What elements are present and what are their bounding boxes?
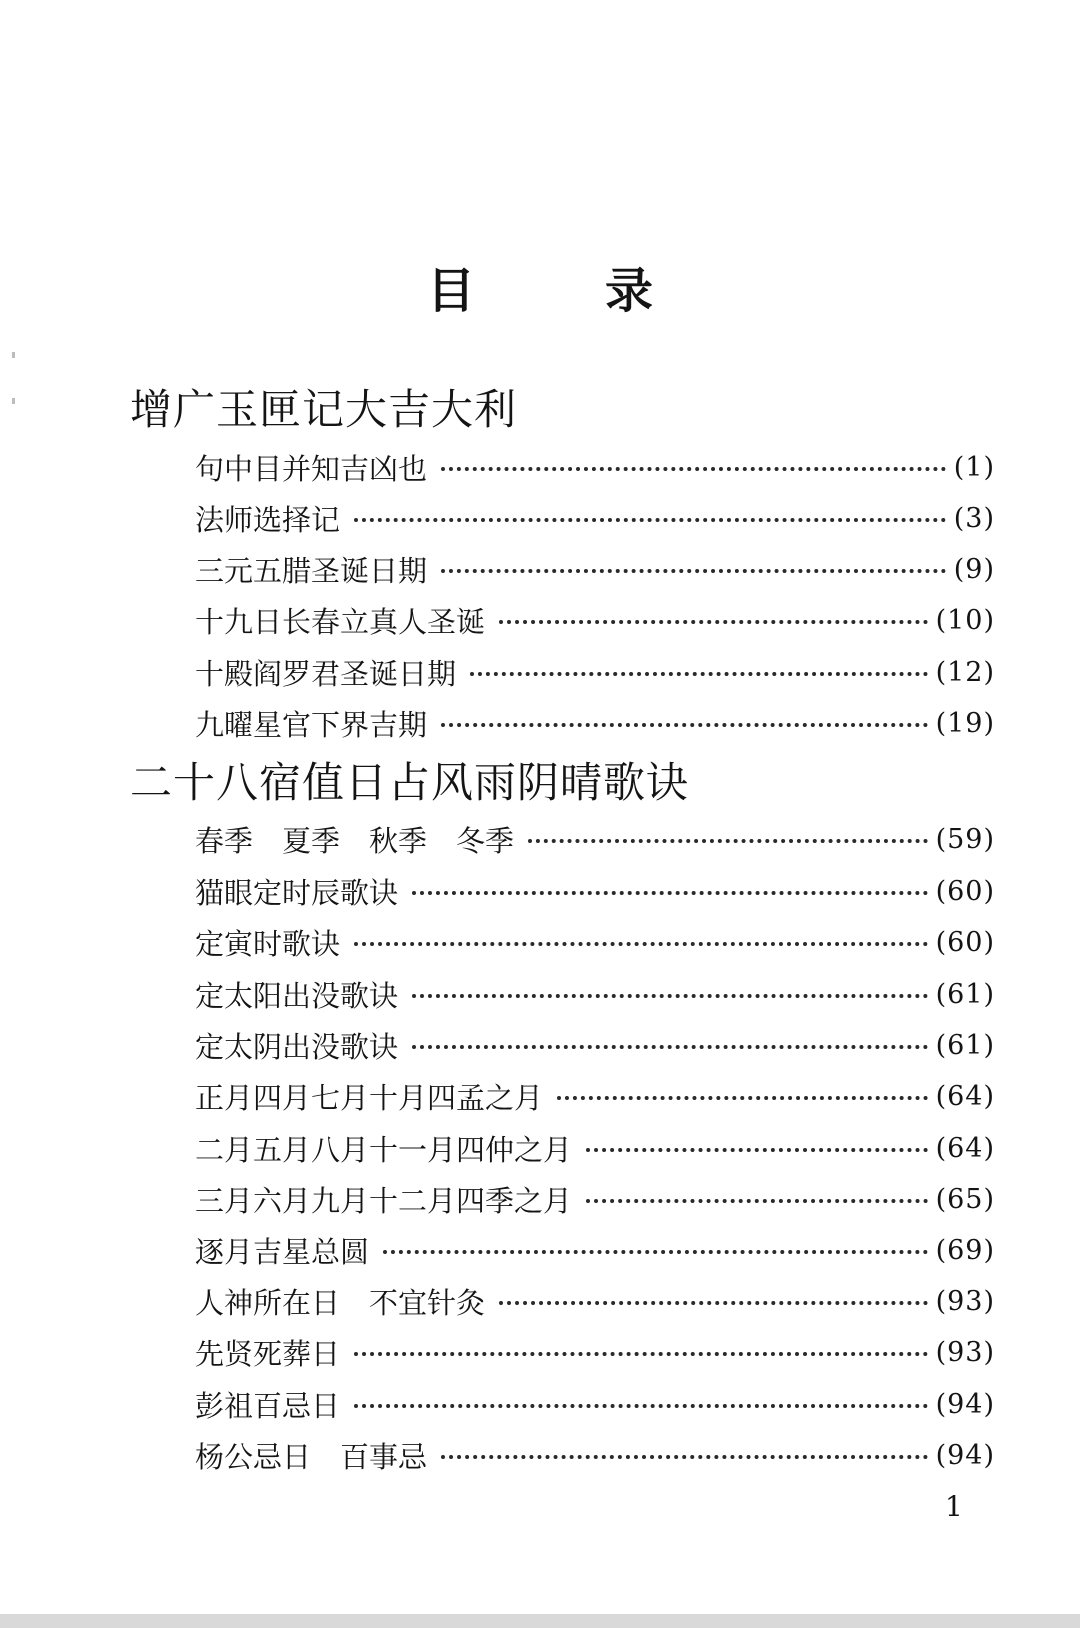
toc-entry-page: (60) [935,926,995,958]
toc-entry[interactable] [195,1129,995,1167]
toc-entry-label: 三元五腊圣诞日期 [195,553,428,588]
toc-entry[interactable] [195,1077,995,1115]
leader-dots [586,1148,928,1152]
toc-entry-label: 彭祖百忌日 [195,1388,341,1423]
margin-speck [12,352,15,358]
page-title [0,252,1080,321]
leader-dots [383,1250,928,1254]
toc-entry-page: (60) [935,875,995,907]
leader-dots [412,994,928,998]
leader-dots [412,891,928,895]
toc-entry-label: 二月五月八月十一月四仲之月 [195,1132,573,1167]
toc-entry-page: (64) [935,1132,995,1164]
toc-entry-page: (61) [935,1029,995,1061]
toc-entry[interactable] [195,975,995,1013]
leader-dots [499,620,928,624]
toc-entry-label: 春季 夏季 秋季 冬季 [195,823,515,858]
leader-dots [441,723,928,727]
title-char-1: 目 [426,263,475,319]
leader-dots [441,569,946,573]
toc-entry-page: (3) [953,502,995,534]
toc-entry-page: (65) [935,1183,995,1215]
toc-entry-label: 句中目并知吉凶也 [195,451,428,486]
toc-entry-page: (69) [935,1234,995,1266]
toc-entry-label: 定寅时歌诀 [195,926,341,961]
page-number: 1 [945,1490,963,1523]
toc-entry-page: (93) [935,1336,995,1368]
toc-entry-label: 九曜星官下界吉期 [195,707,428,742]
leader-dots [354,1352,928,1356]
toc-entry-label: 正月四月七月十月四孟之月 [195,1080,544,1115]
toc-entry-label: 逐月吉星总圆 [195,1234,370,1269]
toc-entry-page: (12) [935,656,995,688]
leader-dots [441,1455,928,1459]
toc-entry-label: 人神所在日 不宜针灸 [195,1285,486,1320]
section-heading-1: 增广玉匣记大吉大利 [130,385,518,434]
toc-entry[interactable] [195,1231,995,1269]
toc-entry[interactable] [195,1436,995,1474]
leader-dots [354,1404,928,1408]
leader-dots [441,467,946,471]
toc-entry[interactable] [195,872,995,910]
toc-entry[interactable] [195,653,995,691]
leader-dots [354,942,928,946]
toc-entry[interactable] [195,601,995,639]
toc-entry[interactable] [195,1282,995,1320]
toc-entry-label: 定太阳出没歌诀 [195,978,399,1013]
toc-entry[interactable] [195,1385,995,1423]
toc-entry-page: (64) [935,1080,995,1112]
toc-entry-page: (61) [935,978,995,1010]
toc-entry-label: 十殿阎罗君圣诞日期 [195,656,457,691]
toc-entry[interactable] [195,499,995,537]
leader-dots [557,1096,928,1100]
toc-entry[interactable] [195,1333,995,1371]
leader-dots [586,1199,928,1203]
toc-entry-label: 先贤死葬日 [195,1336,341,1371]
margin-speck [12,398,15,404]
section-heading-2: 二十八宿值日占风雨阴晴歌诀 [130,758,690,807]
leader-dots [412,1045,928,1049]
leader-dots [499,1301,928,1305]
toc-entry[interactable] [195,448,995,486]
toc-entry-label: 猫眼定时辰歌诀 [195,875,399,910]
toc-entry-label: 三月六月九月十二月四季之月 [195,1183,573,1218]
toc-entry-page: (94) [935,1439,995,1471]
leader-dots [354,518,946,522]
toc-entry-label: 法师选择记 [195,502,341,537]
title-char-2: 录 [605,263,654,319]
viewer-bottom-bar [0,1614,1080,1628]
toc-entry-page: (93) [935,1285,995,1317]
toc-entry[interactable] [195,923,995,961]
toc-entry-page: (10) [935,604,995,636]
toc-entry-label: 杨公忌日 百事忌 [195,1439,428,1474]
toc-entry-label: 定太阴出没歌诀 [195,1029,399,1064]
toc-entry-page: (94) [935,1388,995,1420]
toc-entry[interactable] [195,550,995,588]
toc-entry[interactable] [195,820,995,858]
toc-entry-page: (1) [953,451,995,483]
toc-entry-page: (9) [953,553,995,585]
leader-dots [528,839,928,843]
toc-entry-label: 十九日长春立真人圣诞 [195,604,486,639]
toc-entry[interactable] [195,704,995,742]
toc-entry[interactable] [195,1180,995,1218]
leader-dots [470,672,928,676]
toc-entry-page: (59) [935,823,995,855]
toc-entry-page: (19) [935,707,995,739]
toc-entry[interactable] [195,1026,995,1064]
